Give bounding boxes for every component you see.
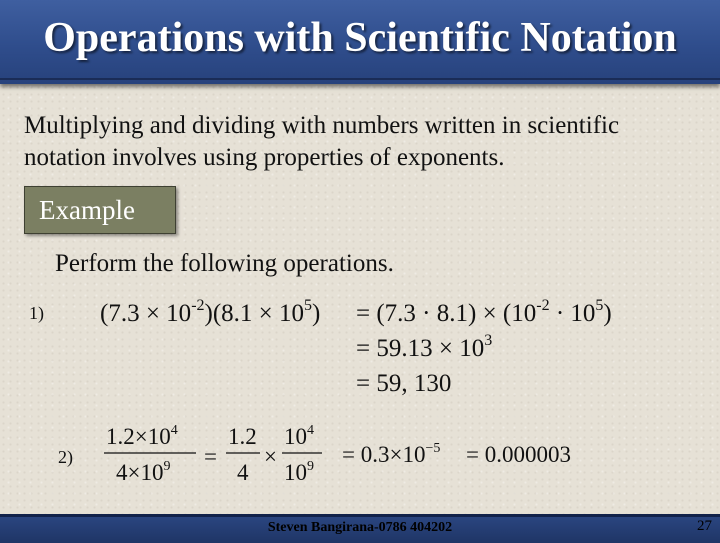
fraction3-denominator: $10^9$	[284, 459, 314, 485]
problem1-number: 1)	[29, 303, 44, 323]
fraction1-denominator: $4\times 10^9$	[116, 459, 171, 485]
instruction-text: Perform the following operations.	[55, 250, 394, 277]
problem1-lhs: $(7.3 \times 10^{-2})(8.1 \times 10^5)$	[100, 296, 321, 327]
problem2-times: ×	[264, 444, 277, 469]
fraction1-numerator: $1.2\times 10^4$	[106, 423, 178, 449]
problem2-equals-1: =	[204, 444, 217, 469]
problem1-step3: = 59, 130	[356, 370, 452, 397]
problem2-number: 2)	[58, 447, 73, 467]
fraction2-denominator: 4	[237, 460, 249, 485]
slide-title: Operations with Scientific Notation	[43, 15, 677, 61]
fraction2-numerator: 1.2	[228, 424, 257, 449]
problem2-result: = $0.3\times 10^{-5}$	[342, 441, 441, 467]
problem1-step1: = $(7.3 \cdot 8.1) \times (10^{-2} \cdot 10^5)$	[356, 296, 612, 327]
example-label: Example	[39, 195, 135, 225]
page-number: 27	[697, 518, 712, 534]
intro-text: Multiplying and dividing with numbers written in scientific notation involves using properties of exponents.	[24, 112, 620, 171]
problem1-step2: = $59.13 \times 10^3$	[356, 331, 493, 362]
problem2-final: = 0.000003	[466, 442, 571, 467]
fraction3-numerator: $10^4$	[284, 423, 314, 449]
footer-credit: Steven Bangirana-0786 404202	[267, 520, 453, 535]
